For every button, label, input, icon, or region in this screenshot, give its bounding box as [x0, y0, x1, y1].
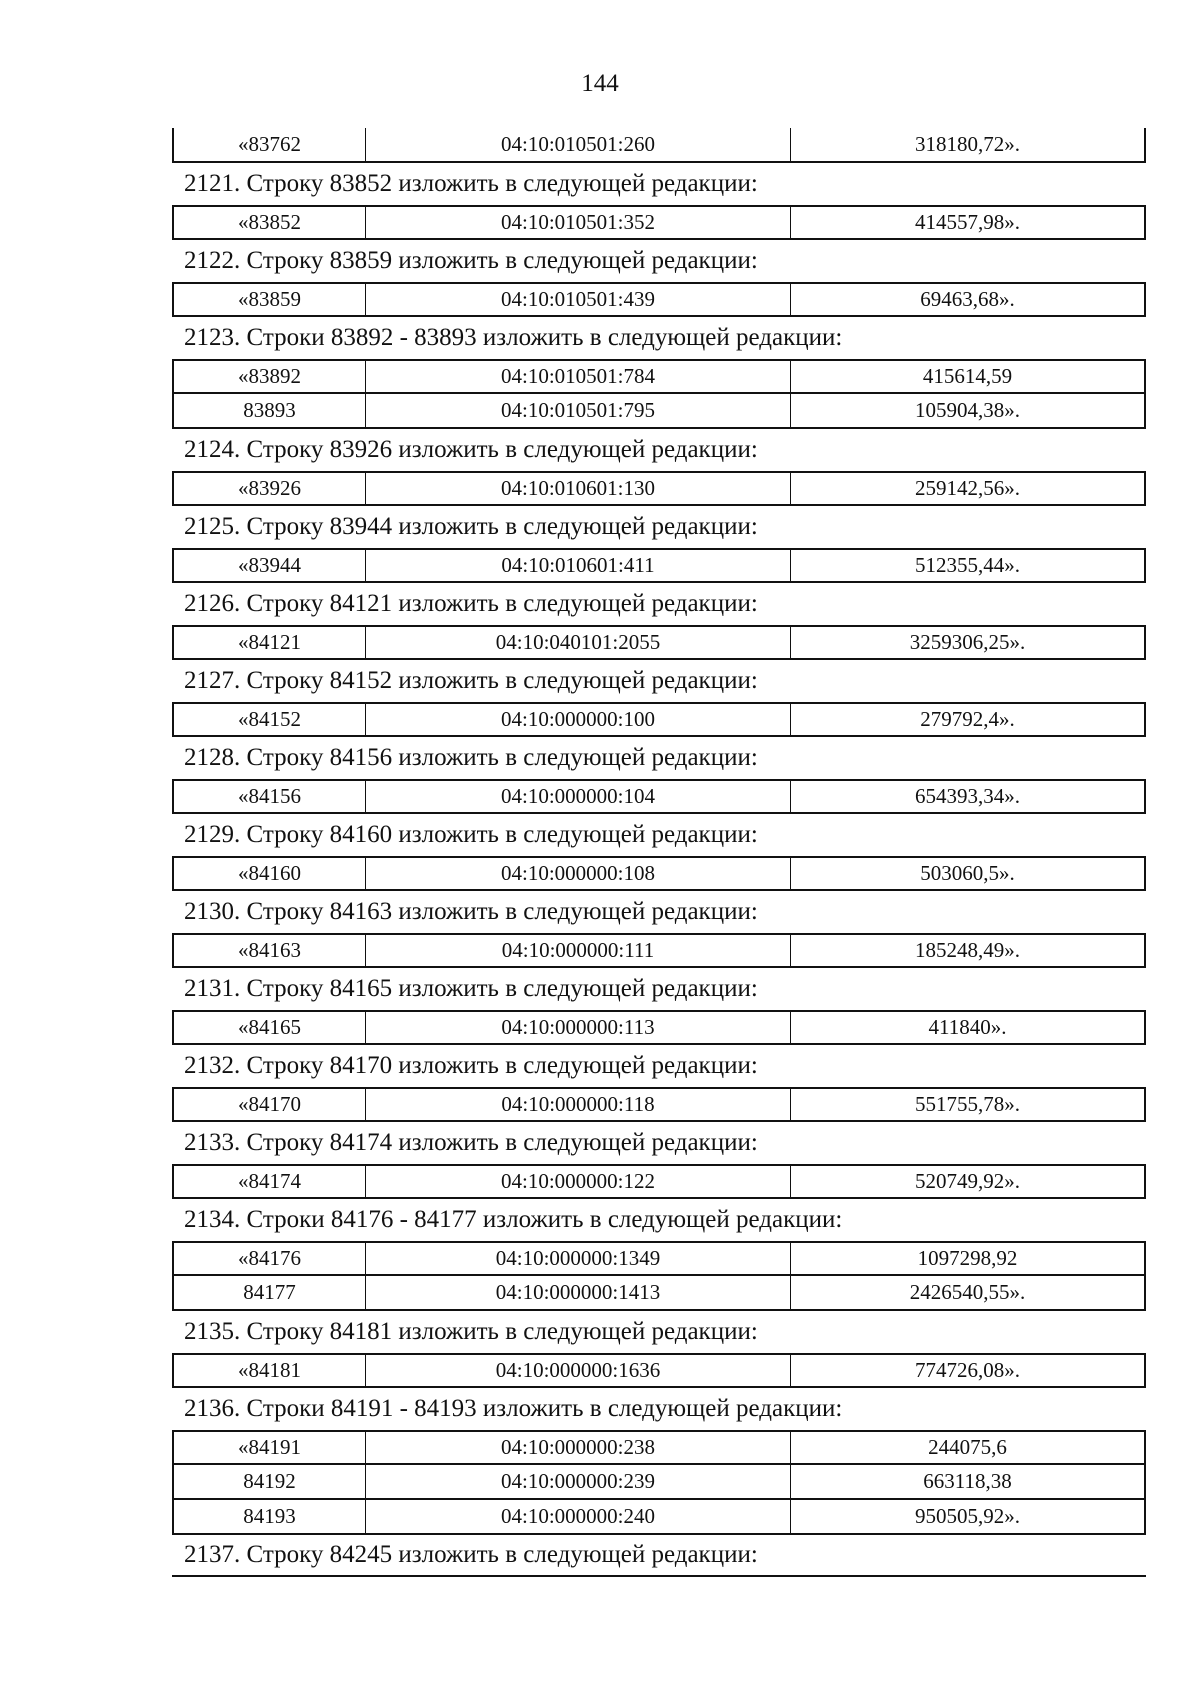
- amendment-table: [172, 702, 1146, 737]
- row-number-cell: «83762: [174, 128, 366, 161]
- table-row: [172, 1353, 1146, 1388]
- amendment-table: [172, 1010, 1146, 1045]
- amendment-table: [172, 1430, 1146, 1535]
- table-row: [172, 359, 1146, 394]
- amendment-paragraph: 2121. Строку 83852 изложить в следующей редакции:: [184, 170, 758, 197]
- value-cell: 415614,59: [922, 364, 1013, 388]
- row-number-cell: «83859: [174, 284, 366, 315]
- cadastral-number-cell: 04:10:000000:104: [366, 781, 791, 812]
- amendment-table: [172, 471, 1146, 506]
- amendment-paragraph: 2125. Строку 83944 изложить в следующей редакции:: [184, 513, 758, 540]
- row-number-cell: «84176: [174, 1243, 366, 1274]
- amendment-table: [172, 359, 1146, 429]
- amendment-paragraph: 2131. Строку 84165 изложить в следующей редакции:: [184, 975, 758, 1002]
- value-cell: 244075,6: [928, 1435, 1007, 1459]
- table-row: [172, 394, 1146, 429]
- amendment-table: [172, 1353, 1146, 1388]
- table-row: [172, 1465, 1146, 1500]
- cadastral-number-cell: 04:10:000000:240: [366, 1500, 791, 1533]
- value-cell: 503060,5».: [920, 861, 1015, 885]
- row-number-cell: «84191: [174, 1432, 366, 1463]
- cadastral-number-cell: 04:10:010601:411: [366, 550, 791, 581]
- cadastral-number-cell: 04:10:010501:352: [366, 207, 791, 238]
- amendment-table: [172, 933, 1146, 968]
- row-number-cell: «83852: [174, 207, 366, 238]
- table-row: [172, 856, 1146, 891]
- value-cell: 520749,92».: [915, 1169, 1020, 1193]
- row-number-cell: «83944: [174, 550, 366, 581]
- value-cell: 3259306,25».: [909, 630, 1026, 654]
- table-row: [172, 1010, 1146, 1045]
- amendment-table: [172, 548, 1146, 583]
- value-cell: 411840».: [928, 1015, 1007, 1039]
- value-cell: 1097298,92: [917, 1246, 1018, 1270]
- cadastral-number-cell: 04:10:010601:130: [366, 473, 791, 504]
- table-row: [172, 1087, 1146, 1122]
- amendment-paragraph: 2137. Строку 84245 изложить в следующей редакции:: [172, 1535, 1146, 1577]
- cadastral-number-cell: 04:10:000000:100: [366, 704, 791, 735]
- table-row: [172, 128, 1146, 163]
- cadastral-number-cell: 04:10:010501:784: [366, 361, 791, 392]
- amendment-table: [172, 282, 1146, 317]
- row-number-cell: «84160: [174, 858, 366, 889]
- table-row: [172, 1500, 1146, 1535]
- amendment-paragraph: 2128. Строку 84156 изложить в следующей редакции:: [184, 744, 758, 771]
- value-cell: 774726,08».: [915, 1358, 1020, 1382]
- amendment-paragraph: 2133. Строку 84174 изложить в следующей редакции:: [184, 1129, 758, 1156]
- cadastral-number-cell: 04:10:000000:111: [366, 935, 791, 966]
- cadastral-number-cell: 04:10:000000:113: [366, 1012, 791, 1043]
- value-cell: 69463,68».: [920, 287, 1015, 311]
- value-cell: 663118,38: [923, 1469, 1012, 1493]
- table-row: [172, 1430, 1146, 1465]
- amendment-paragraph: 2132. Строку 84170 изложить в следующей редакции:: [184, 1052, 758, 1079]
- value-cell: 2426540,55».: [909, 1280, 1026, 1304]
- cadastral-number-cell: 04:10:000000:108: [366, 858, 791, 889]
- cadastral-number-cell: 04:10:000000:118: [366, 1089, 791, 1120]
- row-number-cell: «83926: [174, 473, 366, 504]
- amendment-paragraph: 2124. Строку 83926 изложить в следующей редакции:: [184, 436, 758, 463]
- value-cell: 318180,72».: [915, 132, 1020, 156]
- amendment-paragraph: 2136. Строки 84191 - 84193 изложить в следующей редакции:: [184, 1395, 843, 1422]
- amendment-table: [172, 625, 1146, 660]
- amendment-paragraph: 2123. Строки 83892 - 83893 изложить в следующей редакции:: [184, 324, 843, 351]
- amendment-table: [172, 205, 1146, 240]
- value-cell: 185248,49».: [915, 938, 1020, 962]
- amendment-paragraph: 2122. Строку 83859 изложить в следующей редакции:: [184, 247, 758, 274]
- table-row: [172, 1276, 1146, 1311]
- value-cell: 414557,98».: [915, 210, 1020, 234]
- row-number-cell: «84174: [174, 1166, 366, 1197]
- row-number-cell: 83893: [174, 394, 366, 427]
- value-cell: 551755,78».: [915, 1092, 1020, 1116]
- amendment-paragraph: 2129. Строку 84160 изложить в следующей редакции:: [184, 821, 758, 848]
- row-number-cell: 84177: [174, 1276, 366, 1309]
- amendment-table: [172, 1087, 1146, 1122]
- cadastral-number-cell: 04:10:010501:795: [366, 394, 791, 427]
- row-number-cell: «84156: [174, 781, 366, 812]
- amendment-paragraph: 2126. Строку 84121 изложить в следующей редакции:: [184, 590, 758, 617]
- row-number-cell: «84181: [174, 1355, 366, 1386]
- table-row: [172, 282, 1146, 317]
- row-number-cell: 84192: [174, 1465, 366, 1498]
- value-cell: 279792,4».: [920, 707, 1015, 731]
- document-body: [172, 128, 1146, 1577]
- row-number-cell: «84170: [174, 1089, 366, 1120]
- amendment-paragraph: 2130. Строку 84163 изложить в следующей редакции:: [184, 898, 758, 925]
- value-cell: 950505,92».: [915, 1504, 1020, 1528]
- amendment-table: [172, 856, 1146, 891]
- cadastral-number-cell: 04:10:010501:439: [366, 284, 791, 315]
- value-cell: 105904,38».: [915, 398, 1020, 422]
- table-row: [172, 548, 1146, 583]
- table-row: [172, 1164, 1146, 1199]
- table-row: [172, 779, 1146, 814]
- cadastral-number-cell: 04:10:000000:238: [366, 1432, 791, 1463]
- row-number-cell: «84152: [174, 704, 366, 735]
- cadastral-number-cell: 04:10:010501:260: [366, 128, 791, 161]
- amendment-table: [172, 128, 1146, 163]
- row-number-cell: «84165: [174, 1012, 366, 1043]
- table-row: [172, 205, 1146, 240]
- cadastral-number-cell: 04:10:000000:239: [366, 1465, 791, 1498]
- table-row: [172, 702, 1146, 737]
- table-row: [172, 933, 1146, 968]
- value-cell: 512355,44».: [915, 553, 1020, 577]
- page-number: 144: [581, 70, 619, 97]
- table-row: [172, 625, 1146, 660]
- amendment-paragraph: 2127. Строку 84152 изложить в следующей редакции:: [184, 667, 758, 694]
- row-number-cell: «84121: [174, 627, 366, 658]
- cadastral-number-cell: 04:10:000000:1636: [366, 1355, 791, 1386]
- amendment-table: [172, 1241, 1146, 1311]
- row-number-cell: «83892: [174, 361, 366, 392]
- amendment-table: [172, 779, 1146, 814]
- cadastral-number-cell: 04:10:000000:1413: [366, 1276, 791, 1309]
- row-number-cell: «84163: [174, 935, 366, 966]
- table-row: [172, 1241, 1146, 1276]
- amendment-paragraph: 2135. Строку 84181 изложить в следующей редакции:: [184, 1318, 758, 1345]
- cadastral-number-cell: 04:10:040101:2055: [366, 627, 791, 658]
- amendment-table: [172, 1164, 1146, 1199]
- value-cell: 654393,34».: [915, 784, 1020, 808]
- cadastral-number-cell: 04:10:000000:1349: [366, 1243, 791, 1274]
- table-row: [172, 471, 1146, 506]
- value-cell: 259142,56».: [915, 476, 1020, 500]
- cadastral-number-cell: 04:10:000000:122: [366, 1166, 791, 1197]
- row-number-cell: 84193: [174, 1500, 366, 1533]
- amendment-paragraph: 2134. Строки 84176 - 84177 изложить в следующей редакции:: [184, 1206, 843, 1233]
